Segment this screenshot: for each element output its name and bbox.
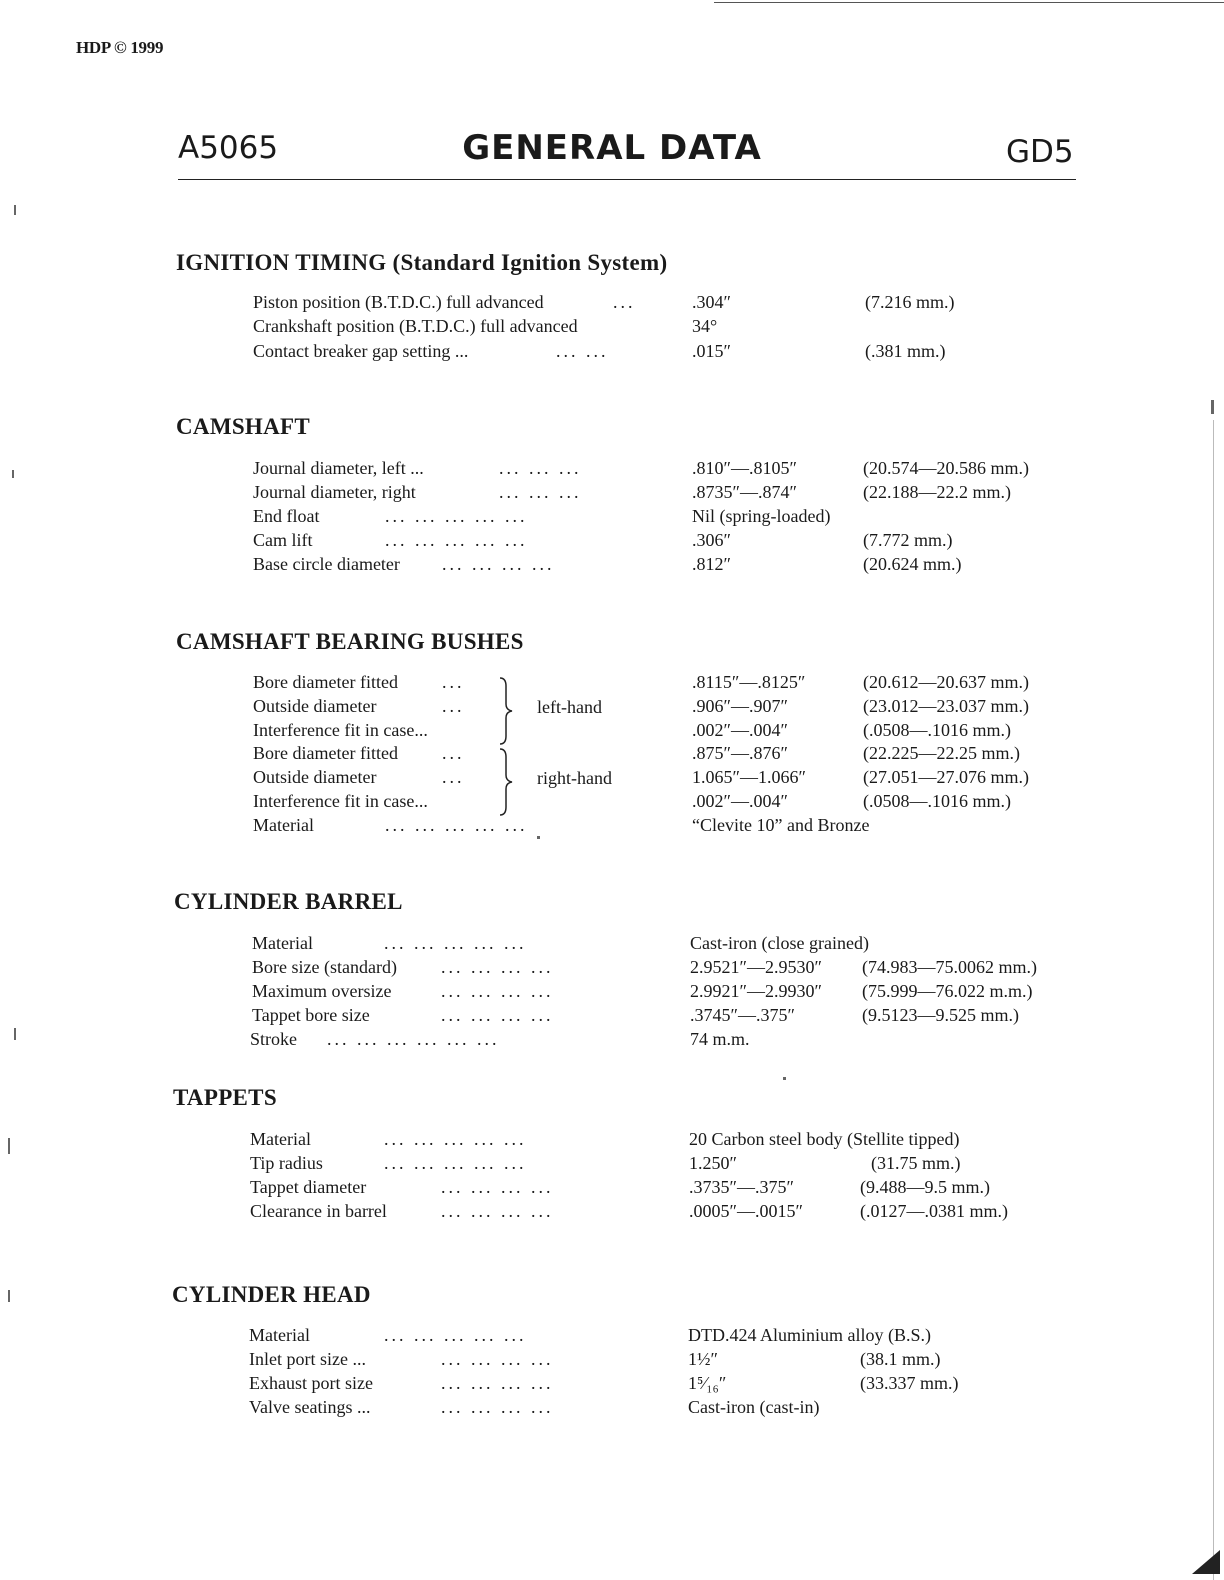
scan-right-edge (1213, 420, 1214, 1580)
row-value: 2.9521″—2.9530″ (690, 957, 822, 977)
section-title-camshaft: CAMSHAFT (176, 414, 311, 439)
section-title-tappets: TAPPETS (173, 1085, 277, 1110)
section-title-ignition: IGNITION TIMING (Standard Ignition System) (176, 250, 668, 275)
row-value: “Clevite 10” and Bronze (692, 815, 870, 835)
row-leader: ... ... ... ... (441, 1397, 554, 1417)
row-value: DTD.424 Aluminium alloy (B.S.) (688, 1325, 931, 1345)
row-value: .002″—.004″ (692, 720, 788, 740)
row-value: 1½″ (688, 1349, 718, 1369)
row-label: Clearance in barrel (250, 1201, 387, 1221)
row-value: 1.065″—1.066″ (692, 767, 806, 787)
row-leader: ... ... ... ... ... (384, 933, 527, 953)
row-value: 1⁵⁄₁₆″ (688, 1373, 727, 1393)
row-label: Contact breaker gap setting ... (253, 341, 469, 361)
row-value: Cast-iron (cast-in) (688, 1397, 820, 1417)
row-leader: ... (613, 292, 636, 312)
row-leader: ... ... ... ... (441, 981, 554, 1001)
page-title: GENERAL DATA (462, 128, 762, 168)
section-code-left: A5065 (178, 130, 279, 166)
row-metric: (20.574—20.586 mm.) (863, 458, 1029, 478)
row-label: Journal diameter, right (253, 482, 416, 502)
row-value: .906″—.907″ (692, 696, 788, 716)
row-metric: (23.012—23.037 mm.) (863, 696, 1029, 716)
row-label: Valve seatings ... (249, 1397, 371, 1417)
row-value: .810″—.8105″ (692, 458, 797, 478)
row-leader: ... ... ... ... (441, 1201, 554, 1221)
section-title-head: CYLINDER HEAD (172, 1282, 371, 1307)
row-value: 1.250″ (689, 1153, 737, 1173)
row-value: .875″—.876″ (692, 743, 788, 763)
row-label: End float (253, 506, 320, 526)
row-label: Material (250, 1129, 311, 1149)
row-value: .3745″—.375″ (690, 1005, 795, 1025)
row-label: Interference fit in case... (253, 791, 428, 811)
row-label: Inlet port size ... (249, 1349, 366, 1369)
row-value: .812″ (692, 554, 731, 574)
row-metric: (9.488—9.5 mm.) (860, 1177, 990, 1197)
row-label: Exhaust port size (249, 1373, 373, 1393)
row-metric: (.0127—.0381 mm.) (860, 1201, 1008, 1221)
row-metric: (20.624 mm.) (863, 554, 962, 574)
row-label: Material (253, 815, 314, 835)
row-label: Piston position (B.T.D.C.) full advanced (253, 292, 544, 312)
row-label: Material (252, 933, 313, 953)
row-metric: (33.337 mm.) (860, 1373, 959, 1393)
row-value: .3735″—.375″ (689, 1177, 794, 1197)
row-value: 20 Carbon steel body (Stellite tipped) (689, 1129, 960, 1149)
row-leader: ... ... ... ... ... (384, 1325, 527, 1345)
row-value: 2.9921″—2.9930″ (690, 981, 822, 1001)
row-leader: ... ... ... ... ... (385, 530, 528, 550)
left-hand-brace (496, 676, 518, 746)
left-hand-label: left-hand (537, 697, 602, 717)
row-leader: ... ... ... ... (441, 1349, 554, 1369)
row-value: .306″ (692, 530, 731, 550)
row-label: Bore diameter fitted (253, 672, 398, 692)
row-metric: (27.051—27.076 mm.) (863, 767, 1029, 787)
row-value: 74 m.m. (690, 1029, 750, 1049)
row-value: .002″—.004″ (692, 791, 788, 811)
row-label: Bore size (standard) (252, 957, 397, 977)
row-metric: (7.772 mm.) (863, 530, 953, 550)
row-value: .015″ (692, 341, 731, 361)
row-label: Tip radius (250, 1153, 323, 1173)
row-label: Cam lift (253, 530, 313, 550)
row-leader: ... ... ... ... ... (385, 506, 528, 526)
row-leader: ... ... ... ... ... (385, 815, 528, 835)
row-label: Interference fit in case... (253, 720, 428, 740)
row-metric: (31.75 mm.) (871, 1153, 961, 1173)
row-leader: ... ... ... ... ... (384, 1129, 527, 1149)
row-label: Outside diameter (253, 696, 377, 716)
row-label: Bore diameter fitted (253, 743, 398, 763)
row-leader: ... ... (556, 341, 609, 361)
row-leader: ... (442, 672, 465, 692)
row-leader: ... ... ... ... ... (384, 1153, 527, 1173)
row-value: .0005″—.0015″ (689, 1201, 803, 1221)
row-leader: ... ... ... (499, 482, 582, 502)
right-hand-label: right-hand (537, 768, 612, 788)
row-value: Nil (spring-loaded) (692, 506, 831, 526)
row-leader: ... ... ... ... (441, 1005, 554, 1025)
row-metric: (7.216 mm.) (865, 292, 955, 312)
row-leader: ... ... ... ... (441, 1373, 554, 1393)
row-label: Tappet bore size (252, 1005, 370, 1025)
row-leader: ... (442, 743, 465, 763)
row-metric: (22.188—22.2 mm.) (863, 482, 1011, 502)
row-leader: ... ... ... ... (442, 554, 555, 574)
header-rule (178, 179, 1076, 180)
row-leader: ... ... ... ... ... ... (327, 1029, 500, 1049)
row-label: Material (249, 1325, 310, 1345)
row-metric: (74.983—75.0062 mm.) (862, 957, 1037, 977)
row-metric: (75.999—76.022 m.m.) (862, 981, 1033, 1001)
row-leader: ... ... ... ... (441, 957, 554, 977)
row-leader: ... (442, 696, 465, 716)
section-code-right: GD5 (1006, 134, 1074, 170)
row-value: Cast-iron (close grained) (690, 933, 869, 953)
row-label: Crankshaft position (B.T.D.C.) full advanced (253, 316, 578, 336)
row-leader: ... (442, 767, 465, 787)
scan-top-line (714, 2, 1224, 3)
row-value: .8735″—.874″ (692, 482, 797, 502)
section-title-barrel: CYLINDER BARREL (174, 889, 403, 914)
row-label: Maximum oversize (252, 981, 392, 1001)
row-value: 34° (692, 316, 718, 336)
right-hand-brace (496, 747, 518, 817)
row-metric: (20.612—20.637 mm.) (863, 672, 1029, 692)
row-metric: (22.225—22.25 mm.) (863, 743, 1020, 763)
row-metric: (38.1 mm.) (860, 1349, 941, 1369)
row-value: .8115″—.8125″ (692, 672, 806, 692)
row-leader: ... ... ... (499, 458, 582, 478)
row-label: Base circle diameter (253, 554, 400, 574)
row-label: Journal diameter, left ... (253, 458, 424, 478)
row-label: Stroke (250, 1029, 297, 1049)
row-value: .304″ (692, 292, 731, 312)
row-metric: (9.5123—9.525 mm.) (862, 1005, 1019, 1025)
row-leader: ... ... ... ... (441, 1177, 554, 1197)
row-label: Outside diameter (253, 767, 377, 787)
page-curl-mark (1190, 1548, 1220, 1574)
row-metric: (.0508—.1016 mm.) (863, 720, 1011, 740)
row-metric: (.0508—.1016 mm.) (863, 791, 1011, 811)
copyright-mark: HDP © 1999 (76, 38, 164, 57)
row-label: Tappet diameter (250, 1177, 367, 1197)
section-title-bushes: CAMSHAFT BEARING BUSHES (176, 629, 524, 654)
row-metric: (.381 mm.) (865, 341, 946, 361)
